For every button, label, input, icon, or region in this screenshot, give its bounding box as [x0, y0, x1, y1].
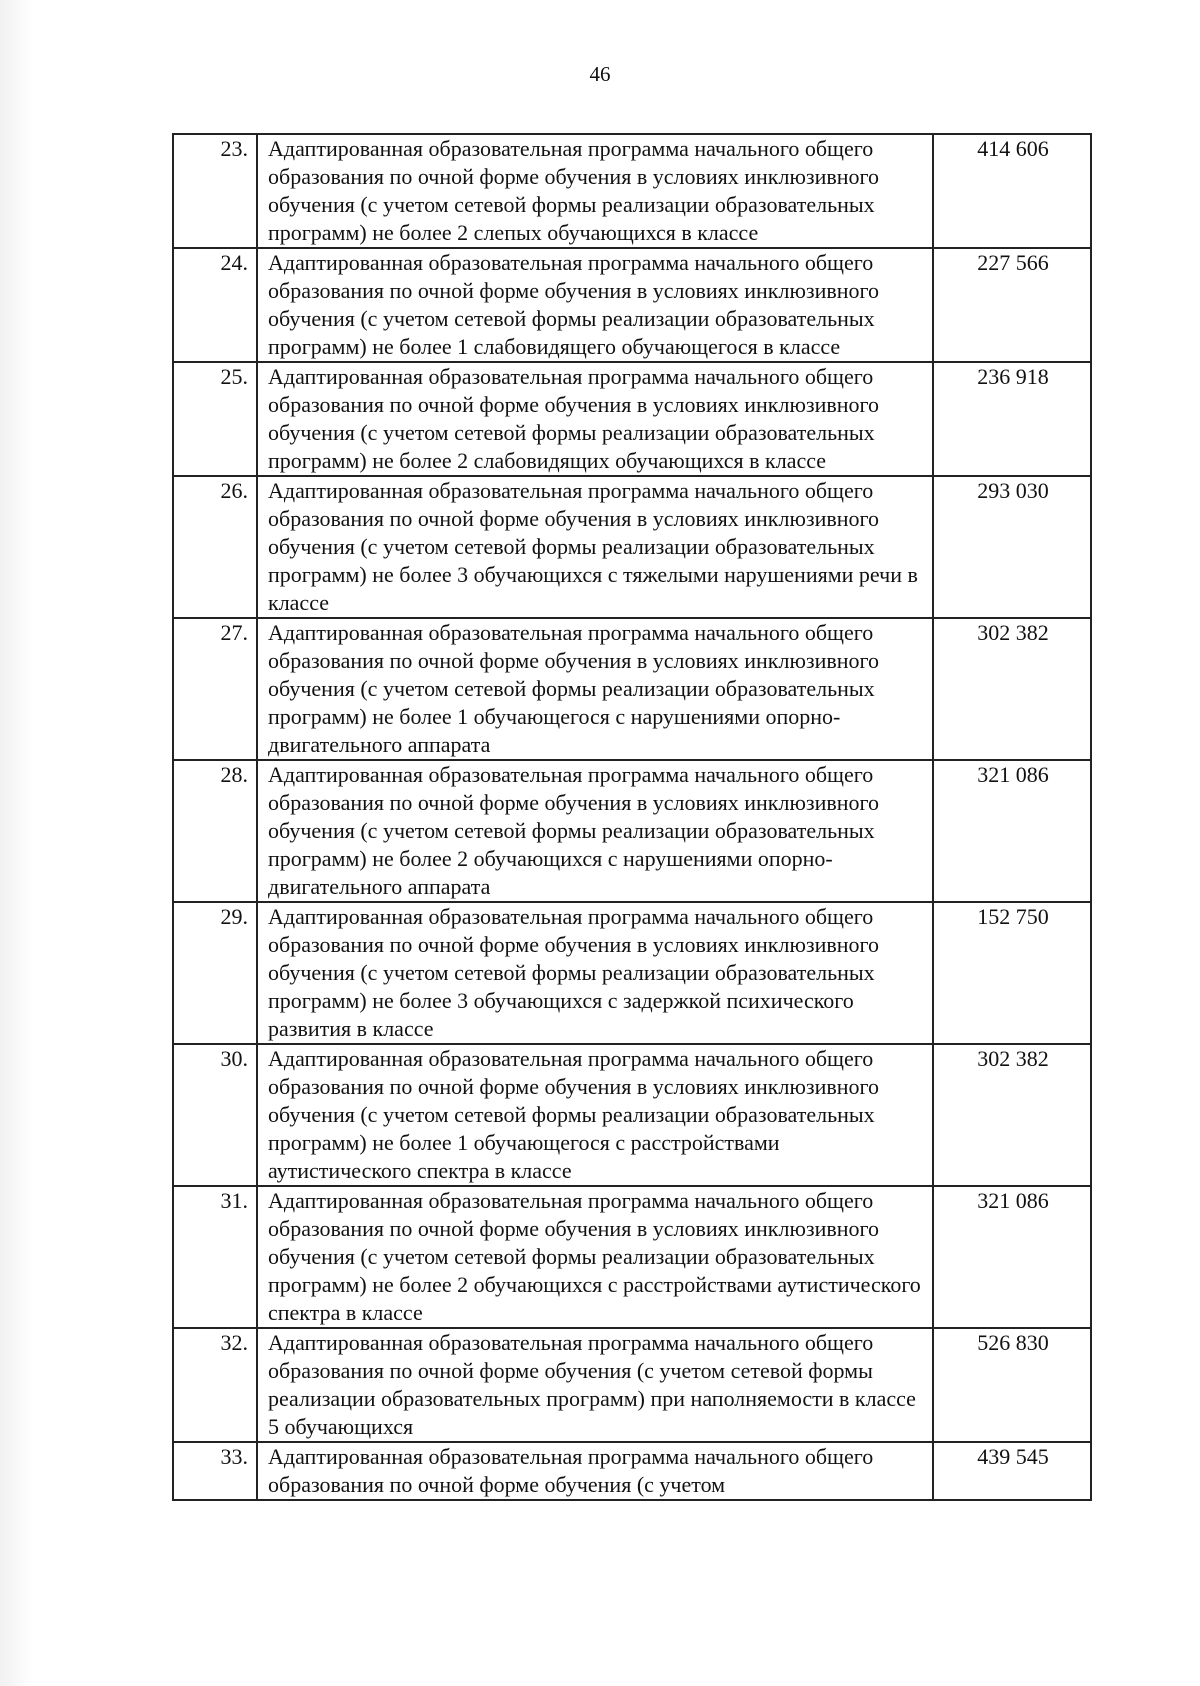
row-description: Адаптированная образовательная программа начального общего образования по очной форме обучения (с учетом: [257, 1442, 933, 1500]
row-number: 24.: [173, 248, 257, 362]
row-description: Адаптированная образовательная программа начального общего образования по очной форме обучения в условиях инклюзивного обучения (с учетом сетевой формы реализации образовательных программ) не более 2 обучающихся с нарушениями опорно-двигательного аппарата: [257, 760, 933, 902]
table-row: [173, 1186, 1091, 1328]
scan-edge-shadow: [0, 0, 34, 1686]
table-row: [173, 1044, 1091, 1186]
row-description: Адаптированная образовательная программа начального общего образования по очной форме обучения в условиях инклюзивного обучения (с учетом сетевой формы реализации образовательных программ) не более 2 обучающихся с расстройствами аутистического спектра в классе: [257, 1186, 933, 1328]
row-number: 28.: [173, 760, 257, 902]
table-row: [173, 134, 1091, 248]
row-description: Адаптированная образовательная программа начального общего образования по очной форме обучения в условиях инклюзивного обучения (с учетом сетевой формы реализации образовательных программ) не более 2 слабовидящих обучающихся в классе: [257, 362, 933, 476]
row-description: Адаптированная образовательная программа начального общего образования по очной форме обучения в условиях инклюзивного обучения (с учетом сетевой формы реализации образовательных программ) не более 1 слабовидящего обучающегося в классе: [257, 248, 933, 362]
table-row: [173, 248, 1091, 362]
row-description: Адаптированная образовательная программа начального общего образования по очной форме обучения в условиях инклюзивного обучения (с учетом сетевой формы реализации образовательных программ) не более 1 обучающегося с нарушениями опорно-двигательного аппарата: [257, 618, 933, 760]
page-number: 46: [589, 62, 611, 86]
row-value: 152 750: [933, 902, 1091, 1044]
table-row: [173, 1442, 1091, 1500]
row-number: 27.: [173, 618, 257, 760]
row-value: 526 830: [933, 1328, 1091, 1442]
row-description: Адаптированная образовательная программа начального общего образования по очной форме обучения в условиях инклюзивного обучения (с учетом сетевой формы реализации образовательных программ) не более 3 обучающихся с задержкой психического развития в классе: [257, 902, 933, 1044]
row-number: 25.: [173, 362, 257, 476]
table-row: [173, 902, 1091, 1044]
row-value: 321 086: [933, 760, 1091, 902]
row-value: 302 382: [933, 1044, 1091, 1186]
row-value: 321 086: [933, 1186, 1091, 1328]
table-row: [173, 760, 1091, 902]
row-number: 30.: [173, 1044, 257, 1186]
row-value: 439 545: [933, 1442, 1091, 1500]
row-value: 293 030: [933, 476, 1091, 618]
row-number: 23.: [173, 134, 257, 248]
row-value: 236 918: [933, 362, 1091, 476]
row-number: 31.: [173, 1186, 257, 1328]
row-description: Адаптированная образовательная программа начального общего образования по очной форме обучения в условиях инклюзивного обучения (с учетом сетевой формы реализации образовательных программ) не более 3 обучающихся с тяжелыми нарушениями речи в классе: [257, 476, 933, 618]
table-row: [173, 362, 1091, 476]
row-number: 33.: [173, 1442, 257, 1500]
row-value: 227 566: [933, 248, 1091, 362]
table-row: [173, 476, 1091, 618]
row-number: 26.: [173, 476, 257, 618]
row-value: 414 606: [933, 134, 1091, 248]
row-description: Адаптированная образовательная программа начального общего образования по очной форме обучения в условиях инклюзивного обучения (с учетом сетевой формы реализации образовательных программ) не более 2 слепых обучающихся в классе: [257, 134, 933, 248]
row-value: 302 382: [933, 618, 1091, 760]
row-description: Адаптированная образовательная программа начального общего образования по очной форме обучения в условиях инклюзивного обучения (с учетом сетевой формы реализации образовательных программ) не более 1 обучающегося с расстройствами аутистического спектра в классе: [257, 1044, 933, 1186]
table-row: [173, 618, 1091, 760]
row-number: 29.: [173, 902, 257, 1044]
table-row: [173, 1328, 1091, 1442]
rates-table: [172, 133, 1092, 1501]
row-number: 32.: [173, 1328, 257, 1442]
row-description: Адаптированная образовательная программа начального общего образования по очной форме обучения (с учетом сетевой формы реализации образовательных программ) при наполняемости в классе 5 обучающихся: [257, 1328, 933, 1442]
